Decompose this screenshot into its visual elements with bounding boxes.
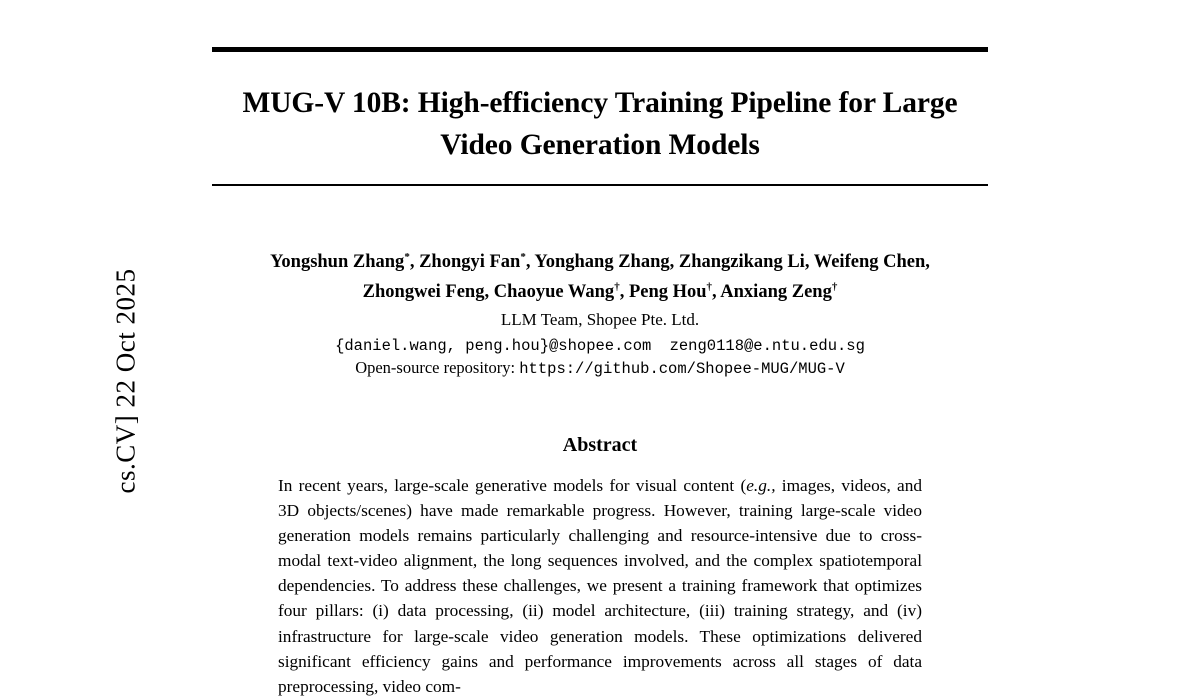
page-title: MUG-V 10B: High-efficiency Training Pipeline for Large Video Generation Models [242, 87, 958, 161]
title-bottom-rule [212, 184, 988, 186]
author-line-1: Yongshun Zhang*, Zhongyi Fan*, Yonghang Zhang, Zhangzikang Li, Weifeng Chen, [270, 250, 930, 272]
abstract-emphasis: e.g., [746, 475, 776, 495]
email-secondary: zeng0118@e.ntu.edu.sg [669, 336, 865, 355]
repository-label: Open-source repository: [355, 357, 516, 377]
arxiv-side-stamp: cs.CV] 22 Oct 2025 [110, 268, 141, 494]
abstract-heading: Abstract [562, 433, 638, 456]
email-primary: {daniel.wang, peng.hou}@shopee.com [335, 336, 652, 355]
author-list [212, 248, 988, 308]
abstract-segment-1: In recent years, large-scale generative models for visual content ( [278, 475, 747, 495]
author-line-2: Zhongwei Feng, Chaoyue Wang†, Peng Hou†, Anxiang Zeng† [362, 280, 838, 302]
abstract-text [278, 473, 922, 699]
paper-page [212, 0, 988, 696]
repository-link[interactable]: https://github.com/Shopee-MUG/MUG-V [519, 359, 845, 378]
affiliation: LLM Team, Shopee Pte. Ltd. [500, 309, 700, 329]
title-top-rule [212, 47, 988, 52]
abstract-segment-2: images, videos, and 3D objects/scenes) have made remarkable progress. However, training large-scale video generation models remains particularly challenging and resource-intensive due to cross-modal text-video alignment, the long sequences involved, and the complex spatiotemporal dependencies. To address these challenges, we present a training framework that optimizes four pillars: (i) data processing, (ii) model architecture, (iii) training strategy, and (iv) infrastructure for large-scale video generation models. These optimizations delivered significant efficiency gains and performance improvements across all stages of data preprocessing, video com- [278, 475, 922, 696]
repository-line [212, 358, 988, 378]
email-line [212, 335, 988, 355]
